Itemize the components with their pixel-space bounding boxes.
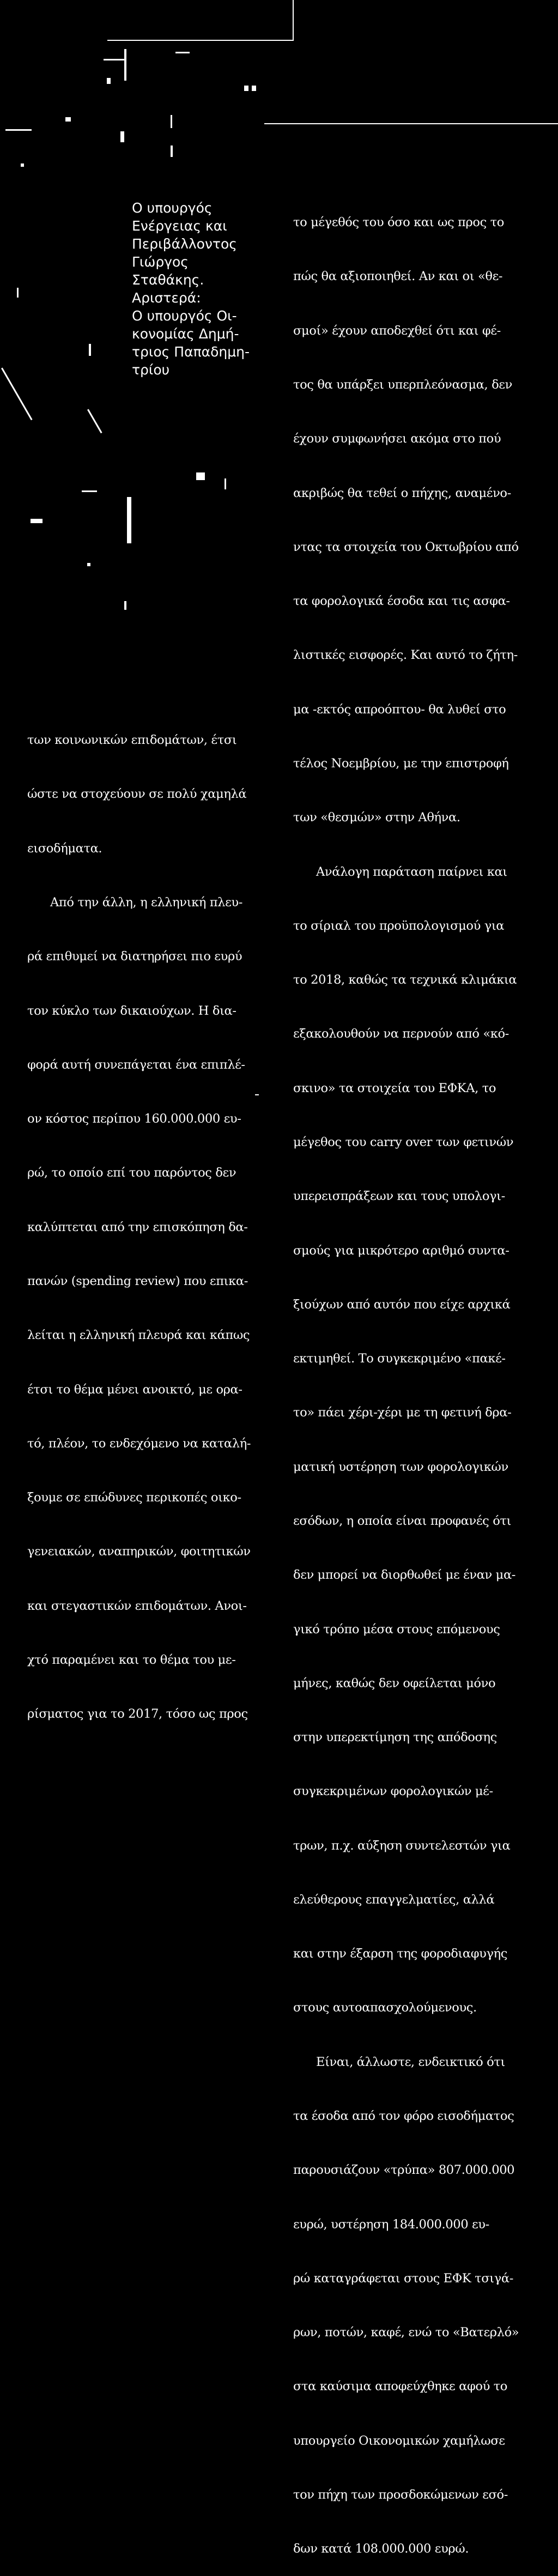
photo-artifact [87,563,90,566]
article-line: ξουμε σε επώδυνες περικοπές οικο- [27,1490,241,1505]
article-line: και στην έξαρση της φοροδιαφυγής [293,1947,507,1961]
article-line: ρώ καταγράφεται στους ΕΦΚ τσιγά- [293,2271,513,2286]
article-line: μήνες, καθώς δεν οφείλεται μόνο [293,1676,496,1690]
photo-artifact [21,163,24,167]
caption-secondary: Αριστερά: Ο υπουργός Οι- κονομίας Δημή- τριος Παπαδημη- τρίου [132,290,250,378]
photo-artifact [82,490,97,492]
article-line: μέγεθος του carry over των φετινών [293,1135,514,1149]
article-line: και στεγαστικών επιδομάτων. Ανοι- [27,1598,247,1613]
article-line: στους αυτοαπασχολούμενους. [293,2001,477,2015]
article-line: ακριβώς θα τεθεί ο πήχης, αναμένο- [293,486,511,500]
article-line: ματική υστέρηση των φορολογικών [293,1459,508,1474]
article-line: παρουσιάζουν «τρύπα» 807.000.000 [293,2163,515,2178]
article-line: το 2018, καθώς τα τεχνικά κλιμάκια [293,973,517,987]
photo-artifact [127,497,131,543]
article-line: ον κόστος περίπου 160.000.000 ευ- [27,1112,241,1126]
article-line: Ανάλογη παράταση παίρνει και [316,864,507,879]
article-line: εισοδήματα. [27,841,102,856]
article-line: εξακολουθούν να περνούν από «κό- [293,1027,509,1041]
article-line: τα φορολογικά έσοδα και τις ασφα- [293,594,510,609]
article-line: συγκεκριμένων φορολογικών μέ- [293,1784,493,1799]
photo-artifact [87,409,102,434]
article-line: ντας τα στοιχεία του Οκτωβρίου από [293,540,519,554]
photo-artifact [65,117,71,122]
article-line: ρων, ποτών, καφέ, ενώ το «Βατερλό» [293,2325,519,2340]
article-line: γικό τρόπο μέσα στους επόμενους [293,1622,500,1636]
article-line: έχουν συμφωνήσει ακόμα στο πού [293,432,501,446]
article-line: ρά επιθυμεί να διατηρήσει πιο ευρύ [27,949,242,964]
caption-main: Ο υπουργός Ενέργειας και Περιβάλλοντος Γιώργος Σταθάκης. [132,200,237,288]
article-column-left [27,695,283,1741]
article-column-right [293,178,543,2576]
article-line: τα έσοδα από τον φόρο εισοδήματος [293,2109,514,2124]
article-line: λιστικές εισφορές. Και αυτό το ζήτη- [293,648,518,663]
article-line: υπουργείο Οικονομικών χαμήλωσε [293,2433,505,2448]
photo-artifact [104,59,124,60]
article-line: ώστε να στοχεύουν σε πολύ χαμηλά [27,787,247,802]
article-line: το» πάει χέρι-χέρι με τη φετινή δρα- [293,1405,512,1420]
article-line: των κοινωνικών επιδομάτων, έτσι [27,733,237,748]
photo-artifact [171,146,173,157]
footer-mark [255,1094,259,1095]
photo-artifact [107,78,111,84]
photo-artifact [124,49,126,81]
photo-artifact [171,115,172,128]
photo-artifact [17,288,19,298]
article-line: εκτιμηθεί. Το συγκεκριμένο «πακέ- [293,1351,506,1366]
article-line: στα καύσιμα αποφεύχθηκε αφού το [293,2379,507,2394]
section-rule [264,123,558,124]
article-line: στην υπερεκτίμηση της απόδοσης [293,1730,497,1745]
photo-caption [132,199,268,379]
photo-artifact [252,86,256,91]
article-line: σκινο» τα στοιχεία του ΕΦΚΑ, το [293,1081,496,1095]
article-line: των «θεσμών» στην Αθήνα. [293,810,460,825]
article-line: καλύπτεται από την επισκόπηση δα- [27,1220,248,1234]
article-line: ξιούχων από αυτόν που είχε αρχικά [293,1297,511,1312]
article-line: Από την άλλη, η ελληνική πλευ- [50,895,242,910]
article-line: σμούς για μικρότερο αριθμό συντα- [293,1243,510,1258]
photo-artifact [89,344,91,356]
article-line: πανών (spending review) που επικα- [27,1274,248,1288]
article-line: τος θα υπάρξει υπερπλεόνασμα, δεν [293,378,512,392]
article-line: φορά αυτή συνεπάγεται ένα επιπλέ- [27,1057,245,1072]
article-line: τον πήχη των προσδοκώμενων εσό- [293,2488,508,2502]
article-line: τον κύκλο των δικαιούχων. Η δια- [27,1003,236,1018]
article-line: εσόδων, η οποία είναι προφανές ότι [293,1513,511,1528]
article-line: χτό παραμένει και το θέμα του με- [27,1652,236,1667]
article-line: σμοί» έχουν αποδεχθεί ότι και φέ- [293,323,501,338]
photo-artifact [5,129,32,131]
photo-artifact [244,86,248,91]
article-line: το μέγεθός του όσο και ως προς το [293,215,504,230]
article-line: τέλος Νοεμβρίου, με την επιστροφή [293,756,509,771]
article-line: Είναι, άλλωστε, ενδεικτικό ότι [316,2054,505,2069]
photo-artifact [175,52,190,53]
article-line: πώς θα αξιοποιηθεί. Αν και οι «θε- [293,269,503,284]
photo-artifact [1,368,33,421]
article-line: τό, πλέον, το ενδεχόμενο να καταλή- [27,1436,251,1451]
photo-artifact [225,478,226,489]
article-line: υπερεισπράξεων και τους υπολογι- [293,1189,505,1204]
header-rule-vertical [293,0,294,41]
article-line: το σίριαλ του προϋπολογισμού για [293,918,505,933]
photo-artifact [124,601,126,610]
article-line: δεν μπορεί να διορθωθεί με έναν μα- [293,1568,516,1583]
article-line: έτσι το θέμα μένει ανοικτό, με ορα- [27,1382,242,1397]
article-line: τρων, π.χ. αύξηση συντελεστών για [293,1838,511,1853]
photo-artifact [196,472,205,480]
article-line: λείται η ελληνική πλευρά και κάπως [27,1328,250,1343]
article-line: μα -εκτός απροόπτου- θα λυθεί στο [293,702,506,717]
article-line: ευρώ, υστέρηση 184.000.000 ευ- [293,2217,489,2232]
photo-artifact [120,131,124,142]
article-line: δων κατά 108.000.000 ευρώ. [293,2542,469,2556]
article-line: ρίσματος για το 2017, τόσο ως προς [27,1707,248,1722]
article-line: γενειακών, αναπηρικών, φοιτητικών [27,1544,251,1559]
photo-artifact [31,519,43,523]
article-line: ρώ, το οποίο επί του παρόντος δεν [27,1166,236,1180]
article-line: ελεύθερους επαγγελματίες, αλλά [293,1892,495,1907]
